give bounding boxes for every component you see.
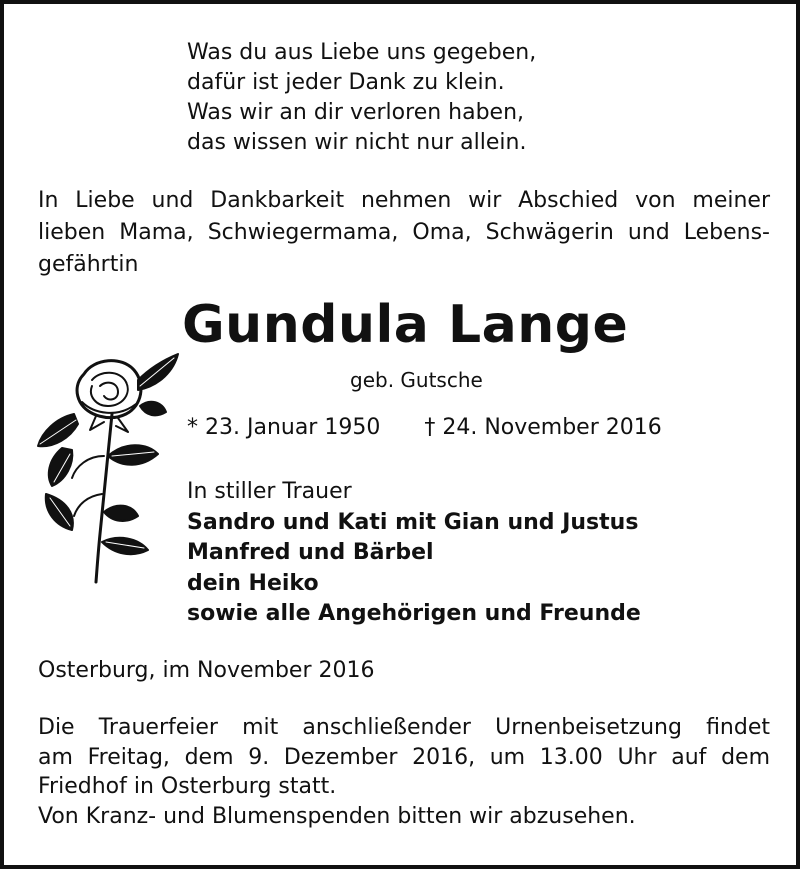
mourners-block [187, 477, 641, 630]
intro-line: lieben Mama, Schwiegermama, Oma, Schwägerin und Lebens- [38, 220, 770, 245]
poem-line: Was wir an dir verloren haben, [187, 100, 525, 125]
intro-line: In Liebe und Dankbarkeit nehmen wir Abschied von meiner [38, 188, 770, 213]
deceased-name: Gundula Lange [182, 295, 629, 355]
poem-line: dafür ist jeder Dank zu klein. [187, 70, 505, 95]
death-date: † 24. November 2016 [424, 415, 662, 440]
notice-line: Von Kranz- und Blumenspenden bitten wir abzusehen. [38, 803, 636, 829]
mourner-line: dein Heiko [187, 570, 319, 596]
mourner-line: Sandro und Kati mit Gian und Justus [187, 509, 639, 535]
poem-line: Was du aus Liebe uns gegeben, [187, 40, 537, 65]
life-dates [187, 413, 662, 443]
poem-line: das wissen wir nicht nur allein. [187, 130, 527, 155]
farewell-intro [38, 185, 770, 281]
notice-line: am Freitag, dem 9. Dezember 2016, um 13.00 Uhr auf dem [38, 744, 770, 770]
mourner-line: sowie alle Angehörigen und Freunde [187, 601, 641, 626]
funeral-notice [38, 713, 770, 831]
mourner-line: Manfred und Bärbel [187, 540, 434, 565]
mourners-heading: In stiller Trauer [187, 479, 352, 504]
notice-line: Friedhof in Osterburg statt. [38, 774, 337, 799]
birth-name: geb. Gutsche [350, 368, 483, 392]
rose-icon [34, 344, 184, 584]
memorial-poem [187, 38, 536, 158]
notice-line: Die Trauerfeier mit anschließender Urnenbeisetzung findet [38, 715, 770, 740]
place-and-date: Osterburg, im November 2016 [38, 658, 375, 683]
intro-line: gefährtin [38, 252, 139, 277]
birth-date: * 23. Januar 1950 [187, 415, 381, 440]
